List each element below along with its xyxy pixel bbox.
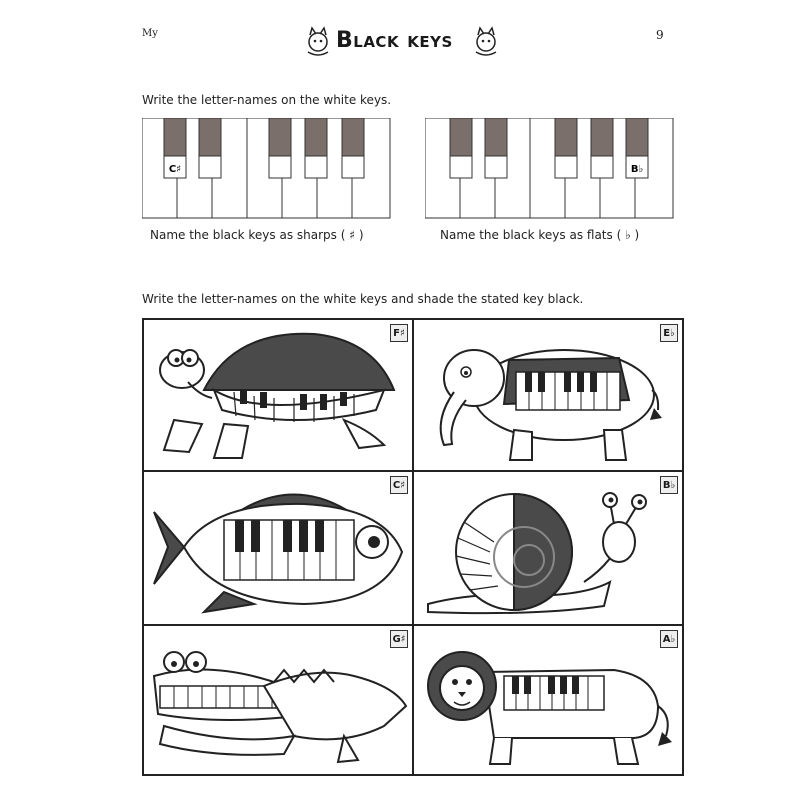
key-tag-snail: B♭ [660,476,678,494]
cell-turtle [143,319,413,471]
key-tag-fish: C♯ [390,476,408,494]
key-tag-lion: A♭ [660,630,678,648]
crocodile-illustration [144,626,412,774]
key-label-flat: B♭ [630,164,644,175]
animal-grid [142,318,684,776]
cell-lion [413,625,683,775]
snail-illustration [414,472,682,624]
keyboard-sharps [142,118,392,220]
fish-illustration [144,472,412,624]
title-banner [300,22,510,62]
instruction-1: Write the letter-names on the white keys. [142,93,392,107]
key-tag-turtle: F♯ [390,324,408,342]
brand-logo: My [142,28,158,39]
key-tag-crocodile: G♯ [390,630,408,648]
cell-elephant [413,319,683,471]
caption-flats: Name the black keys as flats ( ♭ ) [440,228,640,242]
instruction-2: Write the letter-names on the white keys and shade the stated key black. [142,292,584,306]
page-title: Black keys [336,28,453,53]
key-label-sharp: C♯ [168,164,182,175]
caption-sharps: Name the black keys as sharps ( ♯ ) [150,228,364,242]
key-tag-elephant: E♭ [660,324,678,342]
cell-crocodile [143,625,413,775]
turtle-illustration [144,320,412,470]
lion-illustration [414,626,682,774]
page-number: 9 [656,28,664,42]
cell-fish [143,471,413,625]
keyboard-flats [425,118,675,220]
elephant-illustration [414,320,682,470]
cell-snail [413,471,683,625]
